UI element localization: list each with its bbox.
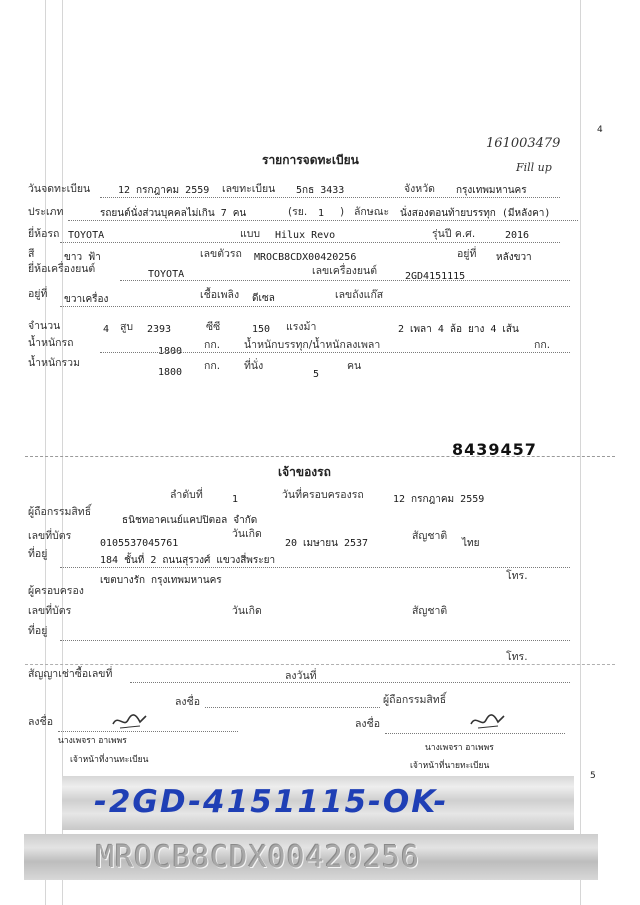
dotted-line (60, 640, 570, 641)
load-unit: กก. (534, 339, 551, 351)
possessor-id-label: เลขที่บัตร (28, 605, 72, 617)
fuel-value: ดีเซล (252, 293, 275, 304)
handwritten-engine-number: -2GD-4151115-OK- (94, 784, 449, 820)
sign-label: ลงชื่อ (175, 696, 200, 708)
officer-left-title: เจ้าหน้าที่งานทะเบียน (70, 755, 149, 765)
ry-close: ) (340, 206, 345, 218)
brand-value: TOYOTA (68, 230, 105, 241)
dotted-line (60, 306, 570, 307)
ry-value: 1 (318, 208, 325, 219)
possessor-address-label: ที่อยู่ (28, 625, 48, 637)
color-label: สี (28, 248, 35, 260)
holder-id-label: เลขที่บัตร (28, 530, 72, 542)
total-weight-unit: กก. (204, 360, 221, 372)
chassis-label: เลขตัวรถ (200, 248, 242, 260)
officer-right-name-text: นางเพจรา อาเพพร (425, 743, 494, 753)
possession-date-label: วันที่ครอบครองรถ (282, 489, 364, 501)
seat-value: 5 (313, 369, 320, 380)
cc-value: 2393 (147, 324, 172, 335)
model-year-label: รุ่นปี ค.ศ. (432, 228, 476, 240)
possession-date-value: 12 กรกฎาคม 2559 (393, 494, 485, 505)
officer-right-title: เจ้าหน้าที่นายทะเบียน (410, 761, 490, 771)
engine-number-label: เลขเครื่องยนต์ (312, 265, 378, 277)
total-weight-label: น้ำหนักรวม (28, 357, 80, 369)
dotted-line (100, 197, 560, 198)
style-label: ลักษณะ (354, 206, 390, 218)
holder-label: ผู้ถือกรรมสิทธิ์ (28, 506, 92, 518)
horsepower-unit: แรงม้า (286, 321, 317, 333)
holder-tel-label: โทร. (506, 570, 528, 582)
type-label: ประเภท (28, 206, 64, 218)
possessor-tel-label: โทร. (506, 651, 528, 663)
officer-signature-left (110, 710, 150, 732)
ry-label: (รย. (288, 206, 308, 218)
officer-signature-right (468, 710, 508, 732)
scan-line (580, 0, 581, 905)
holder-value: ธนิชทอาคเนย์แคปปิตอล จำกัด (122, 515, 258, 526)
possessor-nation-label: สัญชาติ (412, 605, 448, 617)
possessor-birth-label: วันเกิด (232, 605, 262, 617)
tape-chassis-rubbing: MROCB8CDX00420256 (96, 840, 421, 875)
brand-label: ยี่ห้อรถ (28, 228, 60, 240)
holder-sign-label: ผู้ถือกรรมสิทธิ์ (383, 694, 447, 706)
holder-nation-value: ไทย (462, 538, 480, 549)
holder-address-line2: เขตบางรัก กรุงเทพมหานคร (100, 575, 222, 586)
engine-brand-value: TOYOTA (148, 269, 185, 280)
holder-address-line1: 184 ชั้นที่ 2 ถนนสุรวงศ์ แขวงสี่พระยา (100, 555, 276, 566)
holder-birth-label: วันเกิด (232, 528, 262, 540)
engine-brand-label: ยี่ห้อเครื่องยนต์ (28, 263, 96, 275)
dotted-line (60, 567, 570, 568)
total-weight-value: 1800 (158, 367, 183, 378)
dashed-separator (25, 664, 615, 665)
dotted-line (58, 731, 238, 732)
possessor-label: ผู้ครอบครอง (28, 585, 84, 597)
sign-right-label: ลงชื่อ (355, 718, 380, 730)
dotted-line (205, 707, 380, 708)
chassis-value: MROCB8CDX00420256 (254, 252, 357, 263)
fuel-label: เชื้อเพลิง (200, 289, 240, 301)
contract-label: สัญญาเช่าซื้อเลขที่ (28, 668, 113, 680)
tape-strip-engine (62, 776, 574, 830)
scan-line (62, 0, 63, 905)
officer-right-name (425, 742, 494, 755)
dotted-line (385, 733, 565, 734)
count-label: จำนวน (28, 320, 61, 332)
load-label: น้ำหนักบรรทุก/น้ำหนักลงเพลา (244, 339, 381, 351)
dotted-line (100, 352, 570, 353)
handwritten-note: Fill up (516, 161, 552, 174)
model-year-value: 2016 (505, 230, 530, 241)
axle-wheel-value: 2 เพลา 4 ล้อ ยาง 4 เส้น (398, 324, 519, 335)
province-label: จังหวัด (404, 183, 435, 195)
dashed-separator (25, 456, 615, 457)
reg-date-label: วันจดทะเบียน (28, 183, 91, 195)
page-number-side: 5 (590, 771, 596, 781)
cylinder-value: 4 (103, 324, 110, 335)
cc-unit: ซีซี (206, 321, 221, 333)
seat-label: ที่นั่ง (244, 360, 264, 372)
engine-location-label: อยู่ที่ (28, 288, 48, 300)
type-value: รถยนต์นั่งส่วนบุคคลไม่เกิน 7 คน (100, 208, 247, 219)
holder-id-value: 0105537045761 (100, 538, 179, 549)
owner-seq-value: 1 (232, 494, 239, 505)
weight-value: 1800 (158, 346, 183, 357)
page-number-top: 4 (597, 125, 603, 135)
contract-date-label: ลงวันที่ (285, 670, 317, 682)
color-value: ขาว ฟ้า (64, 252, 101, 263)
document-title: รายการจดทะเบียน (262, 153, 359, 167)
dotted-line (120, 280, 570, 281)
handwritten-ref-number: 161003479 (486, 136, 561, 151)
reg-number-label: เลขทะเบียน (222, 183, 276, 195)
holder-nation-label: สัญชาติ (412, 530, 448, 542)
province-value: กรุงเทพมหานคร (456, 185, 527, 196)
chassis-location-value: หลังขวา (496, 252, 532, 263)
reg-date-value: 12 กรกฎาคม 2559 (118, 185, 210, 196)
reg-number-value: 5กธ 3433 (296, 185, 345, 196)
gas-tank-label: เลขถังแก๊ส (335, 289, 384, 301)
cylinder-unit: สูบ (120, 321, 134, 333)
weight-unit: กก. (204, 339, 221, 351)
stamp-number: 8439457 (452, 440, 537, 459)
engine-location-value: ขวาเครื่อง (64, 294, 109, 305)
holder-birth-value: 20 เมษายน 2537 (285, 538, 369, 549)
dotted-line (130, 682, 570, 683)
officer-left-name-text: นางเพจรา อาเพพร (58, 736, 127, 746)
owner-seq-label: ลำดับที่ (170, 489, 203, 501)
weight-label: น้ำหนักรถ (28, 337, 74, 349)
scan-line (45, 0, 46, 905)
dotted-line (60, 242, 560, 243)
model-value: Hilux Revo (275, 230, 336, 241)
model-label: แบบ (240, 228, 261, 240)
horsepower-value: 150 (252, 324, 271, 335)
owner-section-title: เจ้าของรถ (278, 465, 331, 479)
style-value: นั่งสองตอนท้ายบรรทุก (มีหลังคา) (400, 208, 551, 219)
officer-left-name (58, 735, 127, 748)
dotted-line (68, 220, 578, 221)
engine-number-value: 2GD4151115 (405, 271, 466, 282)
seat-unit: คน (347, 360, 362, 372)
chassis-location-label: อยู่ที่ (457, 248, 477, 260)
sign-left-label: ลงชื่อ (28, 716, 53, 728)
holder-address-label: ที่อยู่ (28, 548, 48, 560)
tape-strip-chassis (24, 834, 598, 880)
